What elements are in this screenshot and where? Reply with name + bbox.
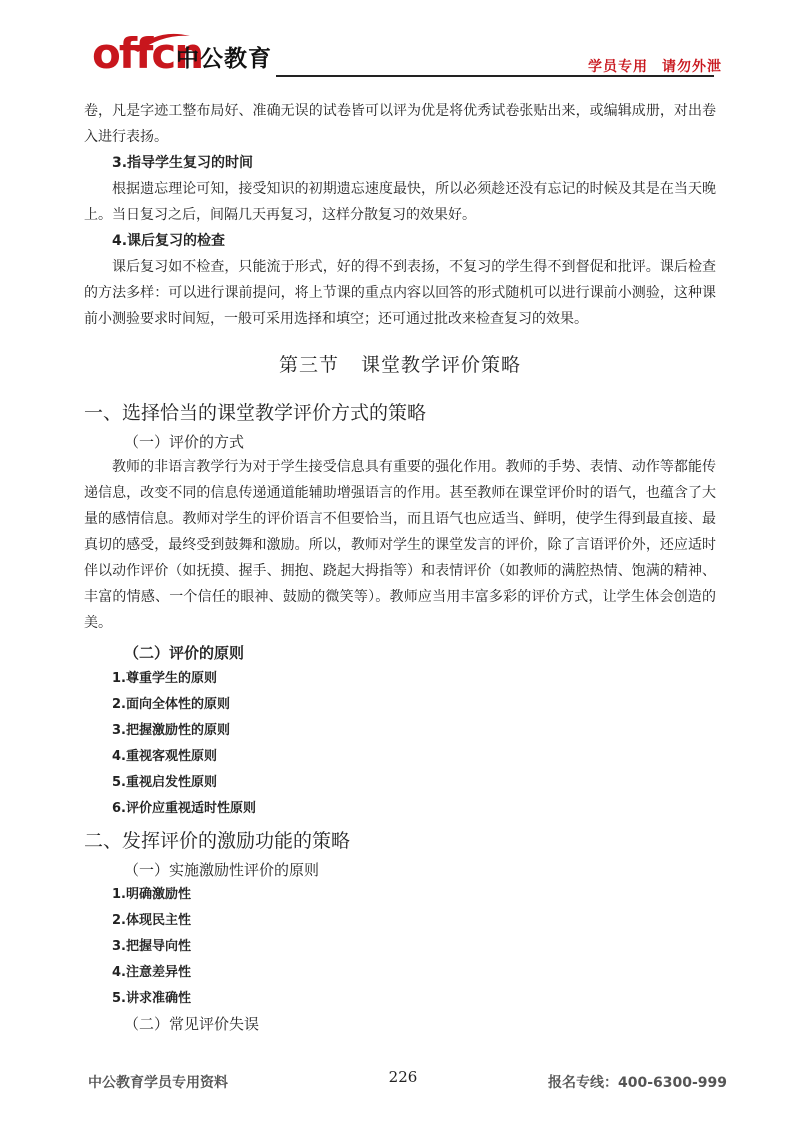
- logo-latin: offcn: [92, 29, 203, 78]
- heading-strategy-two: 二、发挥评价的激励功能的策略: [84, 830, 351, 852]
- header-confidential-tag: [588, 56, 722, 76]
- footer-material-label: 中公教育学员专用资料: [88, 1075, 228, 1091]
- heading-strategy-one: 一、选择恰当的课堂教学评价方式的策略: [84, 402, 427, 424]
- list-item: 5.重视启发性原则: [112, 775, 217, 790]
- header-tag-no-leak: 请勿外泄: [662, 59, 722, 75]
- list-item: 1.明确激励性: [112, 887, 191, 902]
- list-item: 3.把握导向性: [112, 939, 191, 954]
- section-number: 第三节: [278, 354, 339, 376]
- list-item: 4.注意差异性: [112, 965, 191, 980]
- list-item: 4.重视客观性原则: [112, 749, 217, 764]
- list-item: 6.评价应重视适时性原则: [112, 801, 256, 816]
- page-number: 226: [388, 1068, 418, 1086]
- paragraph-review-time: 根据遗忘理论可知，接受知识的初期遗忘速度最快，所以必须趁还没有忘记的时候及其是在当天晚上。当日复习之后，间隔几天再复习，这样分散复习的效果好。: [84, 181, 716, 223]
- subheading-common-errors: （二）常见评价失误: [124, 1015, 260, 1033]
- list-item: 2.体现民主性: [112, 913, 191, 928]
- paragraph-intro: 卷，凡是字迹工整布局好、准确无误的试卷皆可以评为优是将优秀试卷张贴出来，或编辑成册，对出卷入进行表扬。: [84, 103, 716, 145]
- subheading-evaluation-principles: （二）评价的原则: [124, 644, 245, 662]
- paragraph-review-check: 课后复习如不检查，只能流于形式，好的得不到表扬，不复习的学生得不到督促和批评。课后检查的方法多样：可以进行课前提问，将上节课的重点内容以回答的形式随机可以进行课前小测验，这种课前小测验要求时间短，一般可采用选择和填空；还可通过批改来检查复习的效果。: [84, 259, 716, 327]
- list-item: 2.面向全体性的原则: [112, 697, 230, 712]
- heading-review-time: 3.指导学生复习的时间: [112, 155, 254, 171]
- header-rule: [276, 75, 714, 77]
- page-content: [84, 98, 716, 1036]
- section-title: [84, 350, 716, 380]
- page-footer: [0, 1066, 800, 1096]
- header-tag-students-only: 学员专用: [588, 59, 648, 75]
- heading-review-check: 4.课后复习的检查: [112, 233, 226, 249]
- footer-hotline: 报名专线：400-6300-999: [548, 1075, 728, 1091]
- logo-chinese: 中公教育: [176, 46, 272, 72]
- list-item: 5.讲求准确性: [112, 991, 191, 1006]
- page-header: [0, 0, 800, 90]
- list-item: 1.尊重学生的原则: [112, 671, 217, 686]
- subheading-incentive-principles: （一）实施激励性评价的原则: [124, 861, 320, 879]
- paragraph-evaluation-methods: 教师的非语言教学行为对于学生接受信息具有重要的强化作用。教师的手势、表情、动作等都能传递信息，改变不同的信息传递通道能辅助增强语言的作用。甚至教师在课堂评价时的语气，也蕴含了大量的感情信息。教师对学生的评价语言不但要恰当，而且语气也应适当、鲜明，使学生得到最直接、最真切的感受，最终受到鼓舞和激励。所以，教师对学生的课堂发言的评价，除了言语评价外，还应适时伴以动作评价（如抚摸、握手、拥抱、跷起大拇指等）和表情评价（如教师的满腔热情、饱满的精神、丰富的情感、一个信任的眼神、鼓励的微笑等）。教师应当用丰富多彩的评价方式，让学生体会创造的美。: [84, 459, 716, 631]
- subheading-evaluation-methods: （一）评价的方式: [124, 433, 245, 451]
- list-item: 3.把握激励性的原则: [112, 723, 230, 738]
- section-name: 课堂教学评价策略: [361, 354, 522, 376]
